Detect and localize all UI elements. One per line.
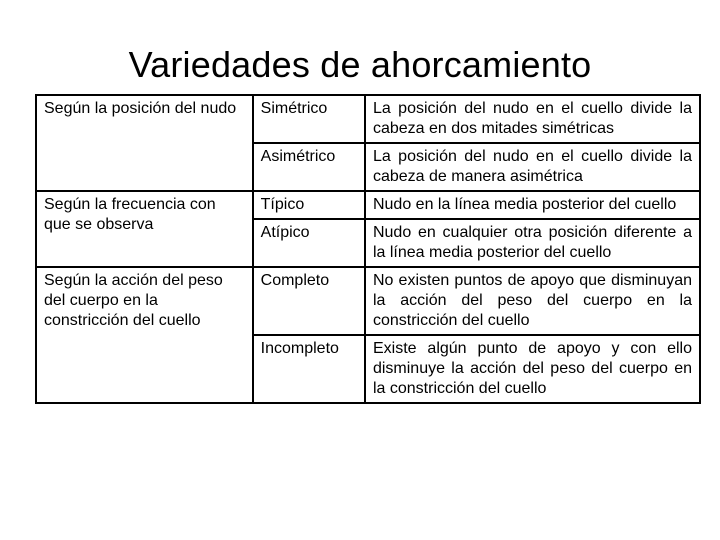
description-cell: Nudo en la línea media posterior del cuello (365, 191, 700, 219)
table-row (36, 191, 700, 219)
slide-title: Variedades de ahorcamiento (128, 44, 592, 85)
description-cell: No existen puntos de apoyo que disminuyan la acción del peso del cuerpo en la constricción del cuello (365, 267, 700, 335)
description-cell: La posición del nudo en el cuello divide la cabeza de manera asimétrica (365, 143, 700, 191)
table-row (36, 95, 700, 143)
description-cell: La posición del nudo en el cuello divide la cabeza en dos mitades simétricas (365, 95, 700, 143)
type-cell: Atípico (253, 219, 365, 267)
type-cell: Incompleto (253, 335, 365, 403)
criterion-cell: Según la frecuencia con que se observa (36, 191, 253, 267)
hanging-varieties-table (35, 94, 701, 404)
type-cell: Asimétrico (253, 143, 365, 191)
description-cell: Existe algún punto de apoyo y con ello disminuye la acción del peso del cuerpo en la constricción del cuello (365, 335, 700, 403)
type-cell: Simétrico (253, 95, 365, 143)
description-cell: Nudo en cualquier otra posición diferente a la línea media posterior del cuello (365, 219, 700, 267)
criterion-cell: Según la acción del peso del cuerpo en la constricción del cuello (36, 267, 253, 403)
type-cell: Completo (253, 267, 365, 335)
table-row (36, 267, 700, 335)
type-cell: Típico (253, 191, 365, 219)
criterion-cell: Según la posición del nudo (36, 95, 253, 191)
